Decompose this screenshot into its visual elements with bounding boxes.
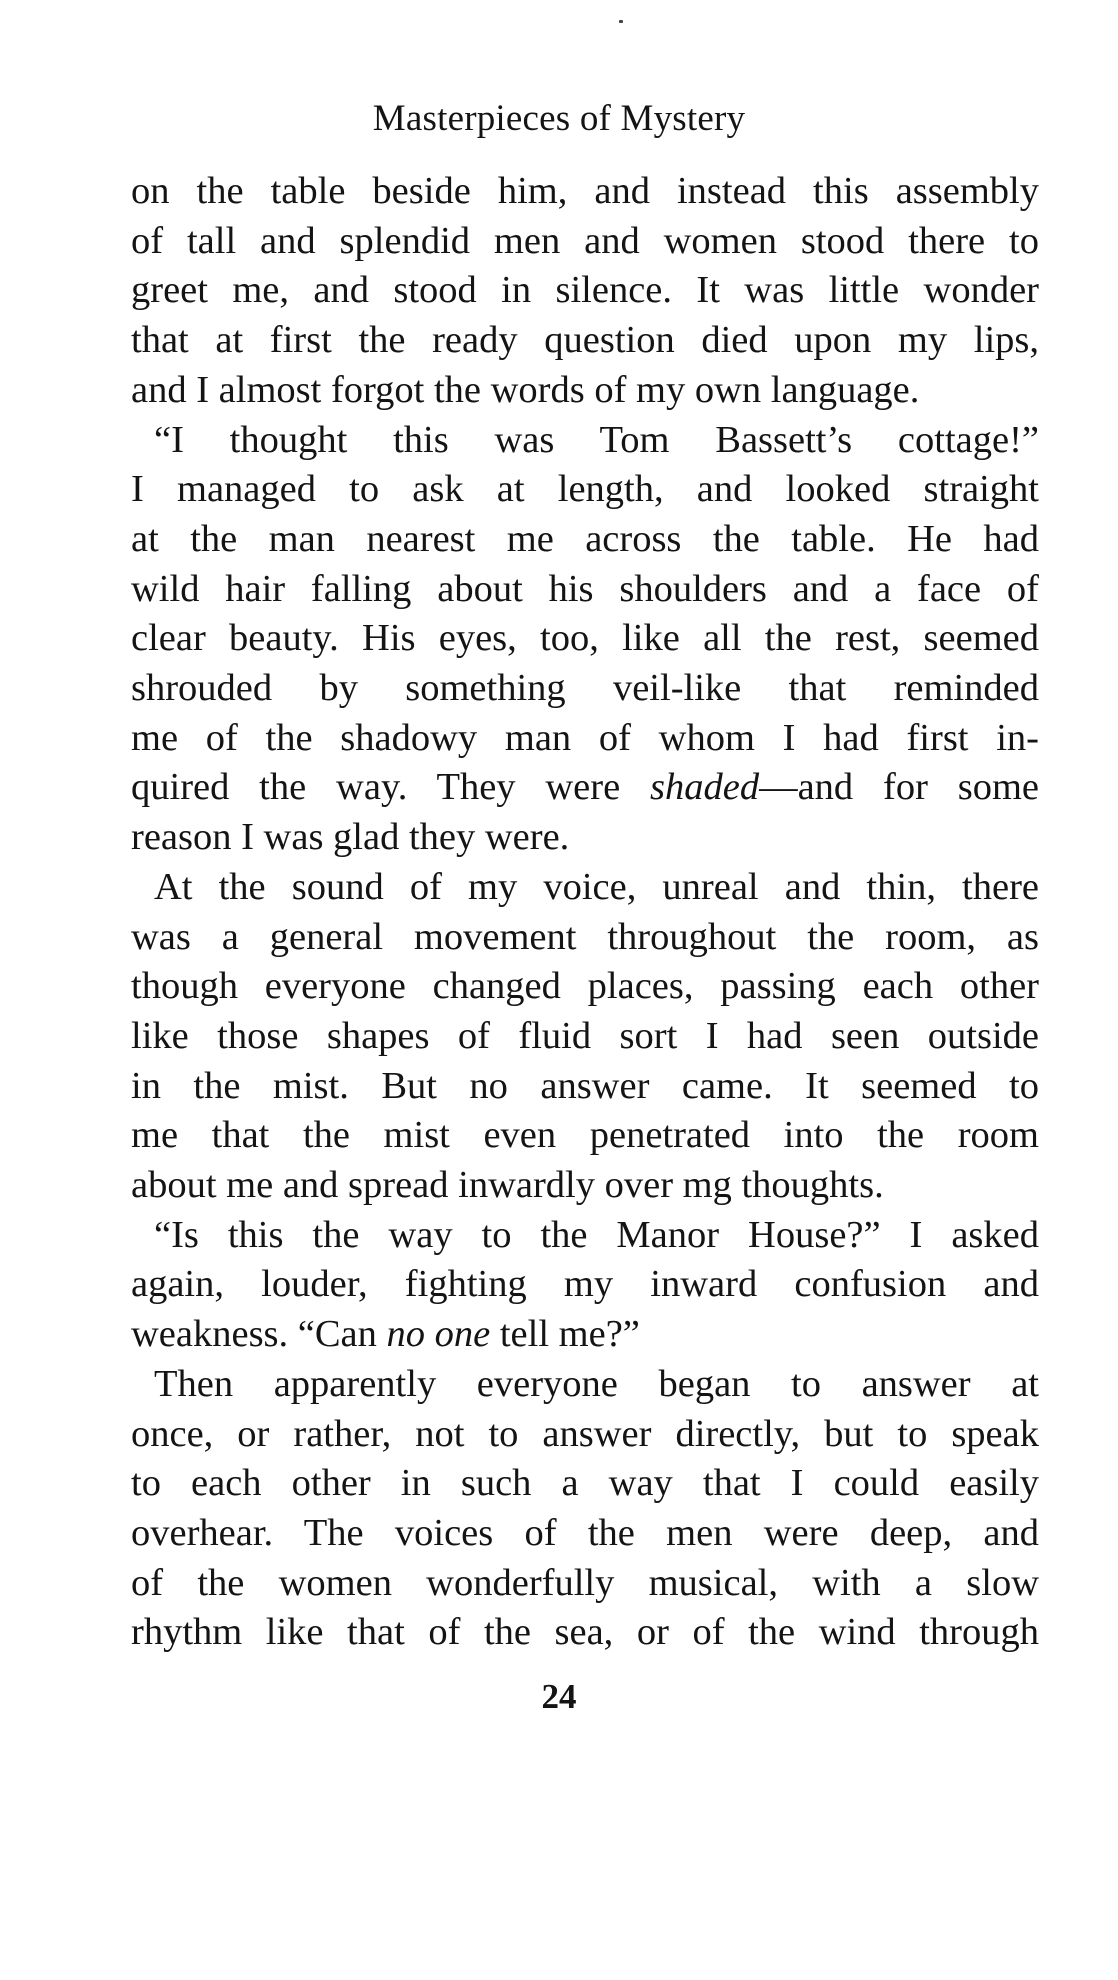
text-line: that at first the ready question died upon my lips, xyxy=(131,319,1039,362)
text-line: clear beauty. His eyes, too, like all the rest, seemed xyxy=(131,617,1039,660)
text-line xyxy=(131,1310,1039,1360)
text-line: of the women wonderfully musical, with a slow xyxy=(131,1561,1039,1604)
print-speck xyxy=(619,20,623,23)
text-line: shrouded by something veil-like that reminded xyxy=(131,667,1039,710)
text-line: overhear. The voices of the men were deep, and xyxy=(131,1511,1039,1554)
text-line: again, louder, fighting my inward confusion and xyxy=(131,1263,1039,1306)
text-line xyxy=(131,763,1039,813)
text-line: greet me, and stood in silence. It was little wonder xyxy=(131,269,1039,312)
text-line: to each other in such a way that I could easily xyxy=(131,1462,1039,1505)
text-line: on the table beside him, and instead this assembly xyxy=(131,170,1039,212)
text-line: like those shapes of fluid sort I had seen outside xyxy=(131,1014,1039,1057)
text-line: was a general movement throughout the room, as xyxy=(131,915,1039,958)
text-span: tell me?” xyxy=(490,1313,640,1356)
text-line: wild hair falling about his shoulders and a face of xyxy=(131,567,1039,610)
text-line: once, or rather, not to answer directly, but to speak xyxy=(131,1412,1039,1455)
text-line: reason I was glad they were. xyxy=(131,816,570,859)
text-line: about me and spread inwardly over mg thoughts. xyxy=(131,1164,884,1207)
text-line: rhythm like that of the sea, or of the wind through xyxy=(131,1611,1039,1654)
text-line: at the man nearest me across the table. He had xyxy=(131,517,1039,560)
text-line: “Is this the way to the Manor House?” I asked xyxy=(154,1213,1039,1256)
text-line: I managed to ask at length, and looked straight xyxy=(131,468,1039,511)
body-text xyxy=(131,167,1039,1658)
italic-emphasis: no one xyxy=(386,1313,491,1356)
text-line: Then apparently everyone began to answer at xyxy=(154,1362,1039,1405)
running-head: Masterpieces of Mystery xyxy=(372,98,746,139)
text-span: —and for some xyxy=(759,766,1039,809)
page-number: 24 xyxy=(541,1677,577,1716)
text-line: though everyone changed places, passing each other xyxy=(131,965,1039,1008)
text-line: in the mist. But no answer came. It seemed to xyxy=(131,1064,1039,1107)
text-line: “I thought this was Tom Bassett’s cottage!” xyxy=(154,418,1039,461)
text-line: me that the mist even penetrated into the room xyxy=(131,1114,1039,1157)
text-span: weakness. “Can xyxy=(131,1313,387,1356)
text-line: me of the shadowy man of whom I had first in- xyxy=(131,716,1039,759)
text-line: of tall and splendid men and women stood there to xyxy=(131,219,1039,262)
text-line: At the sound of my voice, unreal and thin, there xyxy=(154,865,1039,908)
italic-emphasis: shaded xyxy=(650,766,760,809)
text-span: quired the way. They were xyxy=(131,766,651,809)
text-line: and I almost forgot the words of my own language. xyxy=(131,368,920,411)
